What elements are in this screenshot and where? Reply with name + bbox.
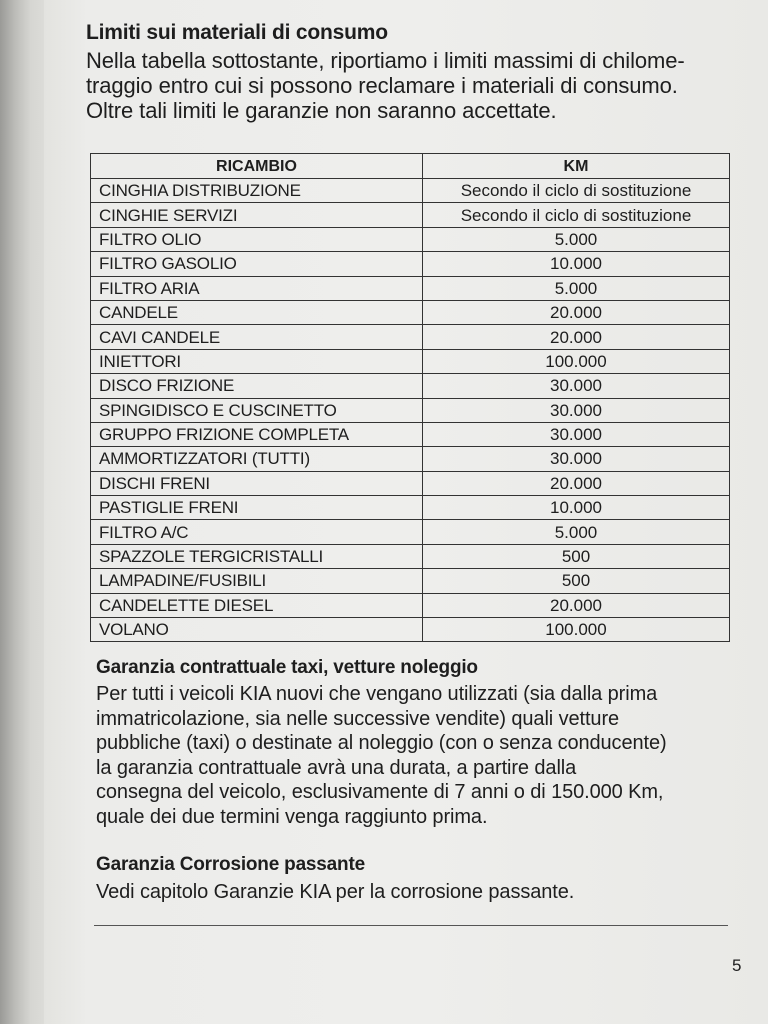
intro-line: traggio entro cui si possono reclamare i materiali di consumo. <box>86 73 678 98</box>
part-cell: CINGHIA DISTRIBUZIONE <box>91 179 423 203</box>
taxi-line: immatricolazione, sia nelle successive vendite) quali vetture <box>96 707 620 730</box>
table-row <box>91 471 730 495</box>
part-cell: SPINGIDISCO E CUSCINETTO <box>91 398 423 422</box>
section-heading-taxi: Garanzia contrattuale taxi, vetture noleggio <box>96 657 478 678</box>
km-cell: 30.000 <box>423 374 730 398</box>
table-row <box>91 422 730 446</box>
part-cell: FILTRO OLIO <box>91 227 423 251</box>
taxi-line: consegna del veicolo, esclusivamente di 7 anni o di 150.000 Km, <box>96 781 664 804</box>
table-row <box>91 496 730 520</box>
table-row <box>91 374 730 398</box>
section-taxi-rental-warranty <box>96 654 736 830</box>
column-header-part: RICAMBIO <box>91 154 423 179</box>
consumables-limits-table <box>90 153 730 642</box>
part-cell: LAMPADINE/FUSIBILI <box>91 569 423 593</box>
part-cell: SPAZZOLE TERGICRISTALLI <box>91 544 423 568</box>
part-cell: FILTRO GASOLIO <box>91 252 423 276</box>
table-row <box>91 520 730 544</box>
intro-paragraph <box>86 48 746 123</box>
km-cell: 100.000 <box>423 349 730 373</box>
column-header-km: KM <box>423 154 730 179</box>
part-cell: PASTIGLIE FRENI <box>91 496 423 520</box>
table-row <box>91 227 730 251</box>
km-cell: 5.000 <box>423 276 730 300</box>
table-row <box>91 203 730 227</box>
part-cell: CANDELETTE DIESEL <box>91 593 423 617</box>
part-cell: VOLANO <box>91 618 423 642</box>
km-cell: 10.000 <box>423 252 730 276</box>
taxi-line: quale dei due termini venga raggiunto prima. <box>96 805 488 828</box>
taxi-line: pubbliche (taxi) o destinate al noleggio (con o senza conducente) <box>96 732 667 755</box>
km-cell: 10.000 <box>423 496 730 520</box>
taxi-paragraph <box>96 682 736 830</box>
table-header-row <box>91 154 730 179</box>
table-row <box>91 544 730 568</box>
part-cell: CANDELE <box>91 300 423 324</box>
part-cell: INIETTORI <box>91 349 423 373</box>
intro-line: Oltre tali limiti le garanzie non saranno accettate. <box>86 98 557 123</box>
table-body <box>91 179 730 642</box>
table-row <box>91 300 730 324</box>
taxi-line: Per tutti i veicoli KIA nuovi che vengano utilizzati (sia dalla prima <box>96 683 658 705</box>
km-cell: 30.000 <box>423 422 730 446</box>
part-cell: AMMORTIZZATORI (TUTTI) <box>91 447 423 471</box>
corrosion-line: Vedi capitolo Garanzie KIA per la corrosione passante. <box>96 881 575 903</box>
km-cell: 100.000 <box>423 618 730 642</box>
table-row <box>91 325 730 349</box>
part-cell: GRUPPO FRIZIONE COMPLETA <box>91 422 423 446</box>
table-row <box>91 447 730 471</box>
section-heading-corrosion: Garanzia Corrosione passante <box>96 854 365 875</box>
part-cell: DISCHI FRENI <box>91 471 423 495</box>
section-heading-consumables: Limiti sui materiali di consumo <box>86 21 388 44</box>
table-row <box>91 569 730 593</box>
km-cell: 20.000 <box>423 593 730 617</box>
table-row <box>91 179 730 203</box>
document-page <box>44 0 768 1024</box>
km-cell: 20.000 <box>423 325 730 349</box>
footer-divider <box>94 925 728 926</box>
km-cell: 30.000 <box>423 398 730 422</box>
part-cell: CAVI CANDELE <box>91 325 423 349</box>
book-binding <box>0 0 44 1024</box>
taxi-line: la garanzia contrattuale avrà una durata, a partire dalla <box>96 756 577 779</box>
table-row <box>91 618 730 642</box>
section-corrosion-warranty <box>96 851 736 905</box>
section-consumables <box>86 18 746 123</box>
km-cell: 30.000 <box>423 447 730 471</box>
part-cell: FILTRO A/C <box>91 520 423 544</box>
km-cell: 20.000 <box>423 300 730 324</box>
table-row <box>91 398 730 422</box>
km-cell: 500 <box>423 569 730 593</box>
km-cell: 5.000 <box>423 227 730 251</box>
part-cell: DISCO FRIZIONE <box>91 374 423 398</box>
table-row <box>91 593 730 617</box>
table-row <box>91 252 730 276</box>
km-cell: 20.000 <box>423 471 730 495</box>
km-cell: Secondo il ciclo di sostituzione <box>423 179 730 203</box>
corrosion-paragraph <box>96 879 736 905</box>
part-cell: CINGHIE SERVIZI <box>91 203 423 227</box>
table-row <box>91 349 730 373</box>
part-cell: FILTRO ARIA <box>91 276 423 300</box>
km-cell: Secondo il ciclo di sostituzione <box>423 203 730 227</box>
page-number: 5 <box>732 956 742 975</box>
intro-line: Nella tabella sottostante, riportiamo i limiti massimi di chilome- <box>86 48 685 73</box>
km-cell: 5.000 <box>423 520 730 544</box>
km-cell: 500 <box>423 544 730 568</box>
table-row <box>91 276 730 300</box>
